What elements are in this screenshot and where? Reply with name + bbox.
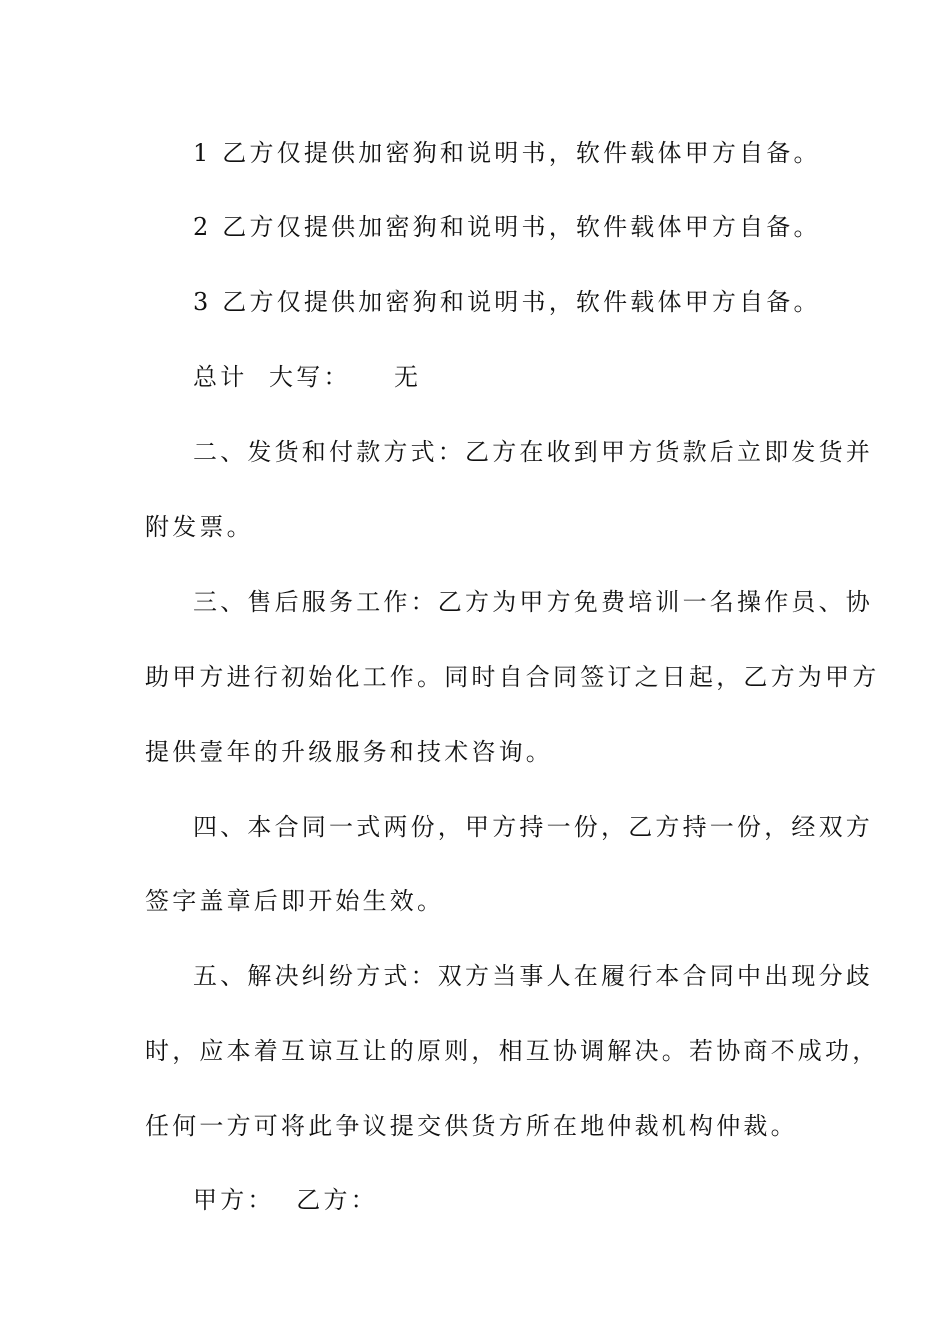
section-5-line-2: 时，应本着互谅互让的原则，相互协调解决。若协商不成功， [145,1037,880,1065]
signature-line: 甲方： 乙方： [193,1186,378,1214]
total-amount: 总计 大写： 无 [193,363,422,391]
section-4-line-1: 四、本合同一式两份，甲方持一份，乙方持一份，经双方 [193,813,873,841]
item-1: 1 乙方仅提供加密狗和说明书，软件载体甲方自备。 [193,139,821,167]
section-4-line-2: 签字盖章后即开始生效。 [145,887,445,915]
section-3-line-2: 助甲方进行初始化工作。同时自合同签订之日起，乙方为甲方 [145,663,880,691]
section-3-line-3: 提供壹年的升级服务和技术咨询。 [145,738,553,766]
section-5-line-3: 任何一方可将此争议提交供货方所在地仲裁机构仲裁。 [145,1112,798,1140]
item-2: 2 乙方仅提供加密狗和说明书，软件载体甲方自备。 [193,213,821,241]
section-2-line-1: 二、发货和付款方式：乙方在收到甲方货款后立即发货并 [193,438,873,466]
section-2-line-2: 附发票。 [145,513,254,541]
section-5-line-1: 五、解决纠纷方式：双方当事人在履行本合同中出现分歧 [193,962,873,990]
section-3-line-1: 三、售后服务工作：乙方为甲方免费培训一名操作员、协 [193,588,873,616]
item-3: 3 乙方仅提供加密狗和说明书，软件载体甲方自备。 [193,288,821,316]
